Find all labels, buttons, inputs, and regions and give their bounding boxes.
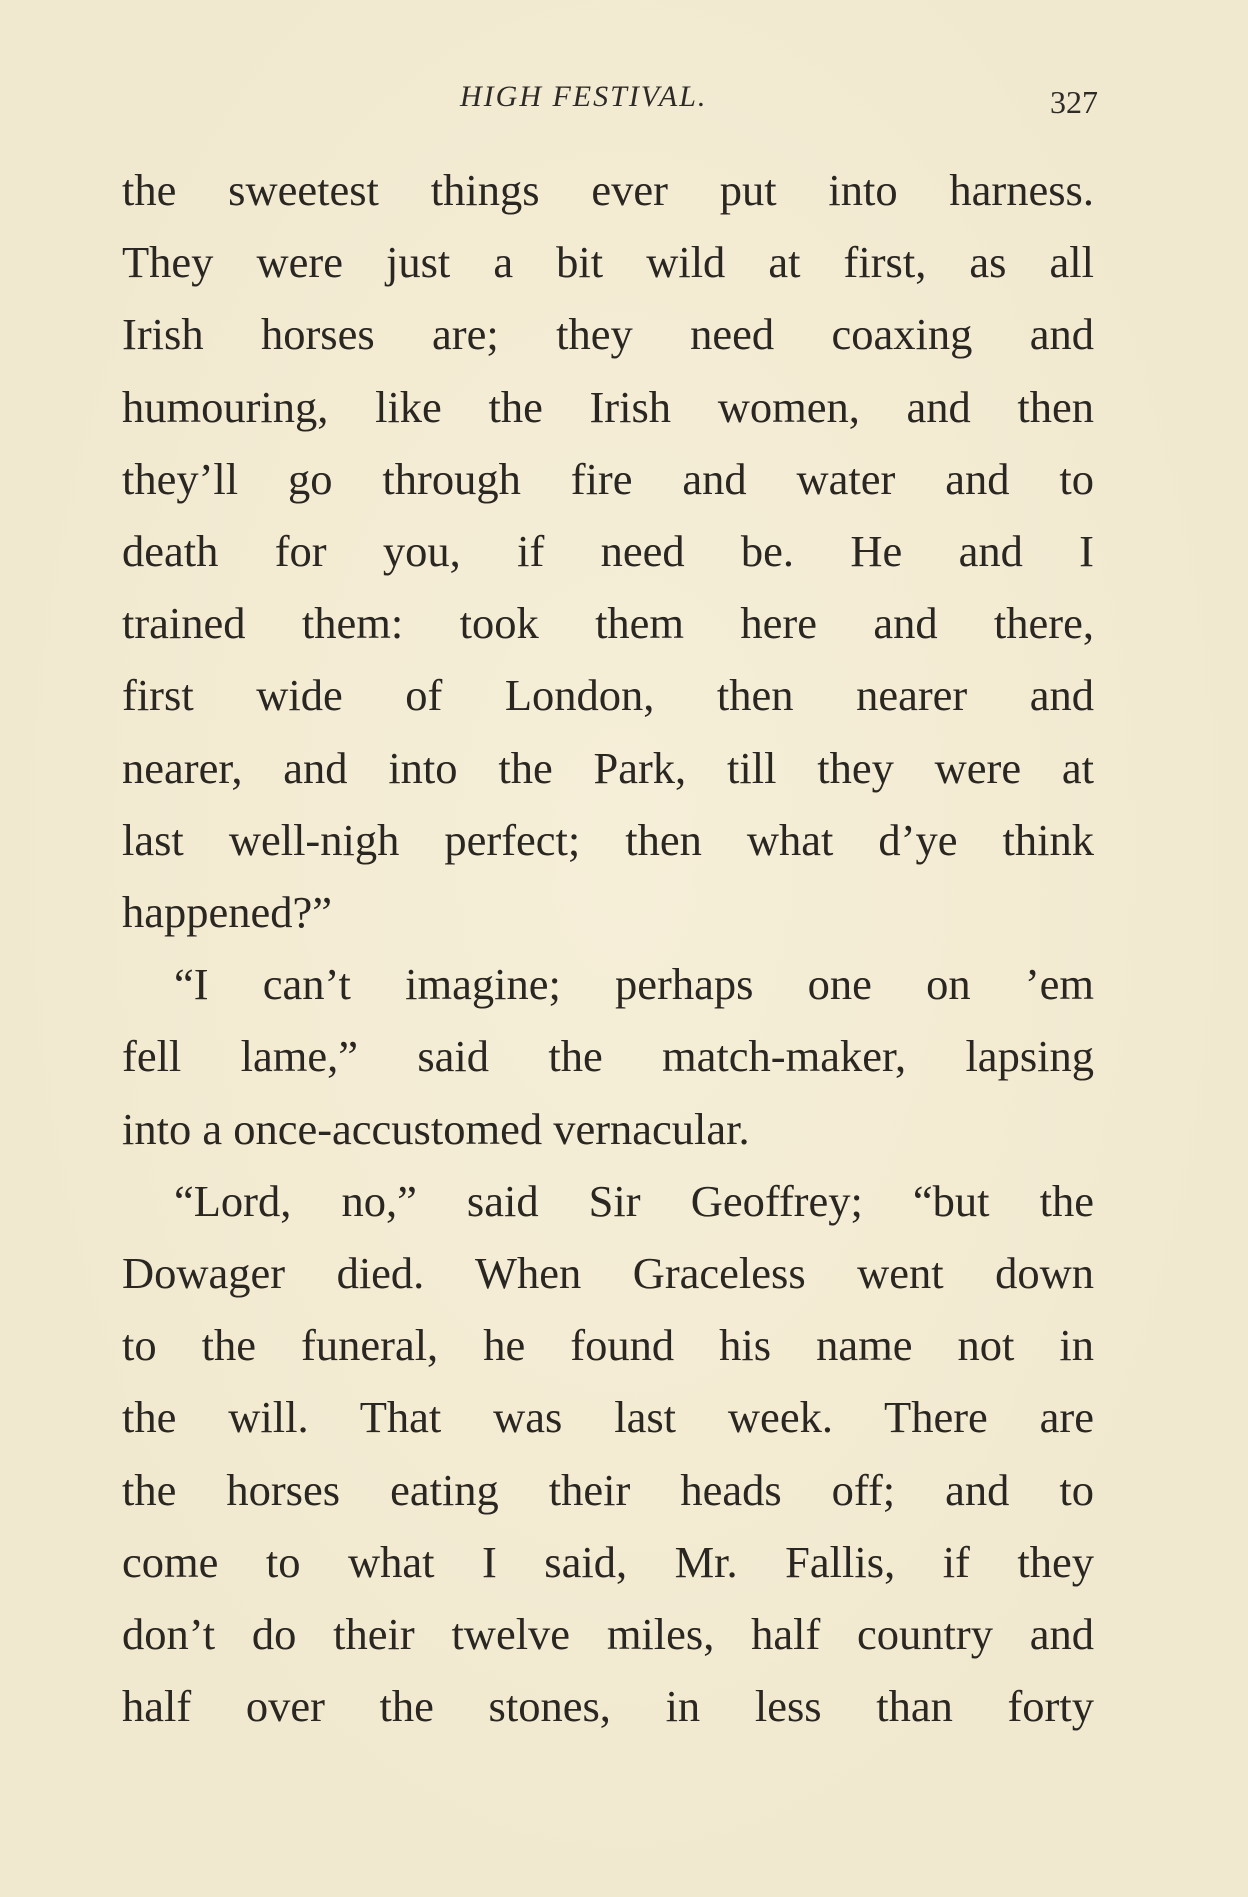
text-line: last well-nigh perfect; then what d’ye think	[122, 814, 1094, 865]
text-line: first wide of London, then nearer and	[122, 670, 1094, 721]
text-line: the will. That was last week. There are	[122, 1392, 1094, 1443]
text-line: come to what I said, Mr. Fallis, if they	[122, 1536, 1094, 1587]
text-line: nearer, and into the Park, till they were at	[122, 742, 1094, 793]
text-line: the sweetest things ever put into harness.	[122, 165, 1094, 215]
text-line: the horses eating their heads off; and to	[122, 1464, 1094, 1515]
text-line: “I can’t imagine; perhaps one on ’em	[174, 959, 1094, 1010]
text-line: don’t do their twelve miles, half country and	[122, 1609, 1094, 1660]
text-line: half over the stones, in less than forty	[122, 1681, 1094, 1732]
text-line: trained them: took them here and there,	[122, 598, 1094, 649]
text-line: happened?”	[122, 887, 333, 938]
text-line: They were just a bit wild at first, as all	[122, 237, 1094, 288]
text-line: Dowager died. When Graceless went down	[122, 1248, 1094, 1299]
body-text	[122, 154, 1094, 1742]
text-line: “Lord, no,” said Sir Geoffrey; “but the	[174, 1175, 1094, 1226]
text-line: fell lame,” said the match-maker, lapsing	[122, 1031, 1094, 1082]
text-line: to the funeral, he found his name not in	[122, 1320, 1094, 1371]
running-head-title: HIGH FESTIVAL.	[460, 80, 708, 113]
text-line: Irish horses are; they need coaxing and	[122, 309, 1094, 360]
text-line: into a once-accustomed vernacular.	[122, 1103, 750, 1154]
page-number: 327	[1050, 84, 1098, 120]
text-line: humouring, like the Irish women, and then	[122, 381, 1094, 432]
text-line: death for you, if need be. He and I	[122, 526, 1094, 577]
text-line: they’ll go through fire and water and to	[122, 453, 1094, 504]
